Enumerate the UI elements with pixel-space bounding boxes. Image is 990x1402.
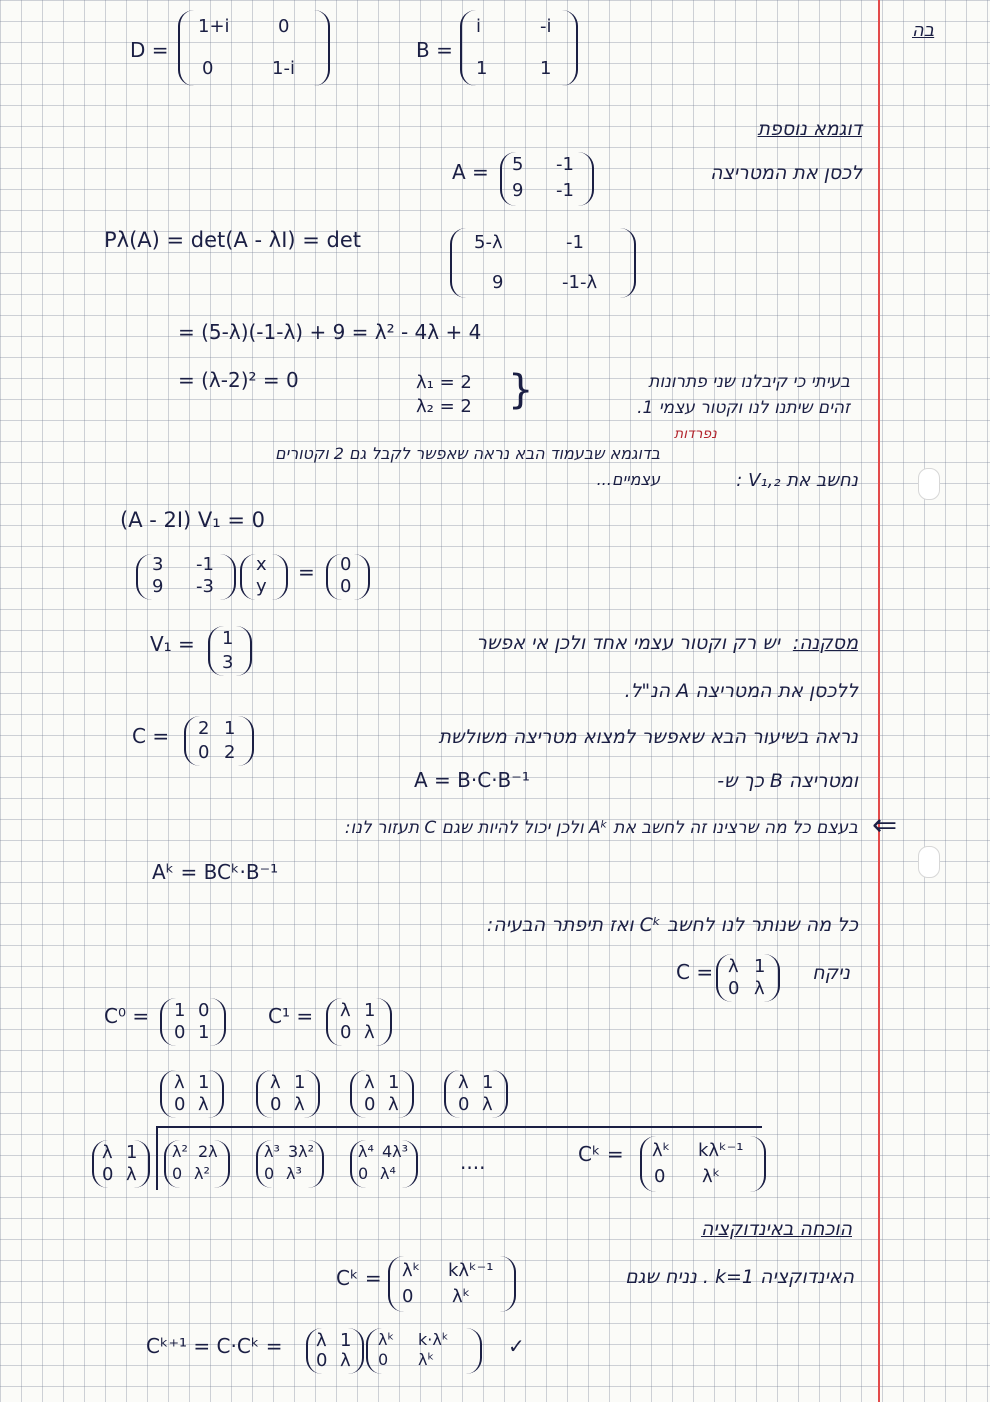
matrix-cell: 1 [126, 1142, 138, 1163]
matrix-cell: -1 [196, 554, 214, 575]
matrix-cell: 0 [340, 576, 352, 597]
matrix-cell: -1 [556, 154, 574, 175]
matrix-cell: λ [174, 1072, 185, 1093]
matrix-cell: λ³ [264, 1142, 280, 1161]
and-matrix: ומטריצה B כך ש- [717, 770, 858, 792]
matrix-cell: x [256, 554, 267, 575]
zero-vector [326, 554, 370, 600]
matrix-cell: 0 [358, 1164, 369, 1183]
matrix-cell: 0 [278, 16, 290, 37]
binder-hole [918, 468, 940, 500]
example-intro: לכסן את המטריצה [710, 162, 862, 184]
matrix-cell: λ⁴ [358, 1142, 374, 1161]
matrix-cell: 1 [476, 58, 488, 79]
matrix-cell: λ [364, 1022, 375, 1043]
matrix-cell: -1 [556, 180, 574, 201]
matrix-cell: 1-i [272, 58, 295, 79]
compute-label: נחשב את V₁,₂ : [736, 470, 858, 491]
matrix-cell: 1 [198, 1022, 210, 1043]
matrix-cell: 1 [364, 1000, 376, 1021]
system-matrix [136, 554, 236, 600]
so-far: בעצם כל מה שרצינו זה לחשב את Aᵏ ולכן יכול להיות שגם C תעזור לנו: [344, 818, 858, 838]
power-3-matrix [256, 1140, 324, 1188]
roots-note-2: זהים שיתנו לנו וקטור עצמי 1. [637, 398, 850, 418]
matrix-cell: 0 [728, 978, 740, 999]
matrix-cell: λ [316, 1330, 327, 1351]
matrix-cell: kλᵏ⁻¹ [698, 1140, 744, 1161]
det-matrix [450, 228, 636, 298]
remark-1: בדוגמא שבעמוד הבא נראה שאפשר לקבל גם 2 וקטורים [275, 444, 660, 463]
brace: } [508, 367, 534, 413]
matrix-cell: y [256, 576, 267, 597]
check-icon: ✓ [508, 1334, 525, 1358]
matrix-cell: λ [728, 956, 739, 977]
matrix-cell: λᵏ [378, 1330, 395, 1349]
lambda-matrix [256, 1070, 320, 1118]
lambda-matrix [92, 1140, 150, 1188]
remaining: כל מה שנותר לנו לחשב Cᵏ ואז תיפתר הבעיה: [486, 914, 858, 936]
matrix-cell: 0 [270, 1094, 282, 1115]
c1-matrix [326, 998, 392, 1046]
matrix-a-name: A = [452, 160, 489, 184]
matrix-cell: λ [102, 1142, 113, 1163]
matrix-cell: 1+i [198, 16, 230, 37]
matrix-cell: 9 [512, 180, 524, 201]
matrix-cell: λᵏ [452, 1286, 471, 1307]
matrix-d [178, 10, 330, 86]
matrix-cell: λᵏ [652, 1140, 671, 1161]
matrix-cell: 0 [402, 1286, 414, 1307]
c1-name: C¹ = [268, 1004, 314, 1028]
matrix-cell: 0 [264, 1164, 275, 1183]
matrix-cell: 0 [340, 554, 352, 575]
lambda-1: λ₁ = 2 [416, 372, 472, 393]
lambda-2: λ₂ = 2 [416, 396, 472, 417]
matrix-cell: 3 [152, 554, 164, 575]
remark-2: עצמיים... [596, 470, 660, 489]
matrix-cell: λ [126, 1164, 137, 1185]
matrix-cell: 1 [174, 1000, 186, 1021]
matrix-cell: λ [340, 1000, 351, 1021]
arrow-icon: ⇐ [872, 808, 898, 843]
step-2: = (λ-2)² = 0 [178, 368, 299, 392]
matrix-cell: λ [388, 1094, 399, 1115]
matrix-cell: λ [364, 1072, 375, 1093]
abc-formula: A = B·C·B⁻¹ [414, 768, 530, 792]
matrix-cell: 0 [102, 1164, 114, 1185]
matrix-cell: 0 [172, 1164, 183, 1183]
matrix-c-name: C = [132, 724, 170, 748]
matrix-cell: λ² [172, 1142, 188, 1161]
matrix-cell: 5 [512, 154, 524, 175]
red-note: נפרדות [674, 426, 717, 442]
matrix-cell: 0 [458, 1094, 470, 1115]
matrix-cell: kλᵏ⁻¹ [448, 1260, 494, 1281]
matrix-cell: 0 [202, 58, 214, 79]
char-poly: Pλ(A) = det(A - λI) = det [104, 228, 362, 252]
matrix-a [500, 152, 594, 206]
matrix-cell: 1 [388, 1072, 400, 1093]
table-divider [156, 1126, 158, 1190]
matrix-cell: λ [340, 1350, 351, 1371]
matrix-cell: 0 [198, 1000, 210, 1021]
matrix-cell: 1 [482, 1072, 494, 1093]
matrix-cell: λ [482, 1094, 493, 1115]
step-matrix-a [306, 1328, 364, 1374]
matrix-cell: 9 [492, 272, 504, 293]
matrix-cell: λᵏ [418, 1350, 435, 1369]
step-matrix-b [366, 1328, 482, 1374]
binder-hole [918, 846, 940, 878]
conclusion-label: מסקנה: [792, 632, 858, 654]
proof-title: הוכחה באינדוקציה [700, 1218, 852, 1240]
matrix-cell: 3λ² [288, 1142, 315, 1161]
ck1-name: Cᵏ⁺¹ = C·Cᵏ = [146, 1334, 283, 1358]
matrix-cell: 0 [174, 1094, 186, 1115]
matrix-cell: 0 [654, 1166, 666, 1187]
ck-name: Cᵏ = [578, 1142, 624, 1166]
take: ניקח [812, 962, 850, 984]
matrix-cell: 0 [378, 1350, 389, 1369]
matrix-cell: 1 [198, 1072, 210, 1093]
matrix-cell: λᵏ [702, 1166, 721, 1187]
equals: = [298, 560, 315, 584]
matrix-b-name: B = [416, 38, 453, 62]
matrix-c-lambda-name: C = [676, 960, 714, 984]
matrix-b [460, 10, 578, 86]
matrix-cell: 1 [294, 1072, 306, 1093]
matrix-cell: 4λ³ [382, 1142, 409, 1161]
matrix-cell: λ [754, 978, 765, 999]
matrix-cell: -i [540, 16, 552, 37]
matrix-cell: 9 [152, 576, 164, 597]
ck-matrix [640, 1136, 766, 1192]
matrix-cell: λ² [194, 1164, 210, 1183]
margin-line [878, 0, 880, 1402]
c0-matrix [160, 998, 226, 1046]
matrix-cell: λ⁴ [380, 1164, 396, 1183]
matrix-cell: 5-λ [474, 232, 503, 253]
induction-base: האינדוקציה k=1 . נניח שגם [625, 1266, 854, 1288]
matrix-cell: 1 [754, 956, 766, 977]
next-lesson: נראה בשיעור הבא שאפשר למצוא מטריצה משולשת [438, 726, 858, 748]
corner-mark: בה [912, 20, 935, 41]
matrix-cell: 3 [222, 652, 234, 673]
matrix-cell: 1 [540, 58, 552, 79]
power-2-matrix [164, 1140, 230, 1188]
ak-formula: Aᵏ = BCᵏ·B⁻¹ [152, 860, 279, 884]
matrix-cell: 0 [364, 1094, 376, 1115]
matrix-cell: 1 [224, 718, 236, 739]
matrix-cell: 0 [198, 742, 210, 763]
ck2-matrix [388, 1256, 516, 1312]
matrix-cell: -3 [196, 576, 214, 597]
matrix-cell: 1 [340, 1330, 352, 1351]
matrix-cell: i [476, 16, 482, 37]
matrix-cell: 2 [198, 718, 210, 739]
matrix-cell: 1 [222, 628, 234, 649]
example-title: דוגמא נוספת [757, 118, 862, 140]
matrix-cell: λ [198, 1094, 209, 1115]
v1-vector [208, 626, 252, 676]
conclusion-2: ללכסן את המטריצה A הנ"ל. [624, 680, 858, 702]
matrix-cell: 2 [224, 742, 236, 763]
power-4-matrix [350, 1140, 418, 1188]
matrix-cell: -1-λ [562, 272, 598, 293]
matrix-cell: λ [458, 1072, 469, 1093]
matrix-d-name: D = [130, 38, 169, 62]
ck2-name: Cᵏ = [336, 1266, 382, 1290]
matrix-cell: 0 [340, 1022, 352, 1043]
conclusion: יש רק וקטור עצמי אחד ולכן אי אפשר [476, 632, 780, 654]
matrix-cell: λ³ [286, 1164, 302, 1183]
lambda-matrix [444, 1070, 508, 1118]
v1-name: V₁ = [150, 632, 195, 656]
matrix-cell: -1 [566, 232, 584, 253]
ellipsis: .... [460, 1150, 486, 1174]
matrix-c [184, 716, 254, 766]
step-1: = (5-λ)(-1-λ) + 9 = λ² - 4λ + 4 [178, 320, 482, 344]
matrix-cell: λ [270, 1072, 281, 1093]
matrix-cell: k·λᵏ [418, 1330, 449, 1349]
system-vector [240, 554, 288, 600]
lambda-matrix [350, 1070, 414, 1118]
eq-1: (A - 2I) V₁ = 0 [120, 508, 266, 532]
matrix-cell: 0 [174, 1022, 186, 1043]
roots-note-1: בעיתי כי קיבלנו שני פתרונות [648, 372, 850, 392]
lambda-matrix [160, 1070, 224, 1118]
c0-name: C⁰ = [104, 1004, 150, 1028]
matrix-cell: λᵏ [402, 1260, 421, 1281]
table-divider [156, 1126, 762, 1128]
matrix-cell: 2λ [198, 1142, 218, 1161]
matrix-cell: λ [294, 1094, 305, 1115]
matrix-c-lambda [716, 954, 780, 1002]
matrix-cell: 0 [316, 1350, 328, 1371]
